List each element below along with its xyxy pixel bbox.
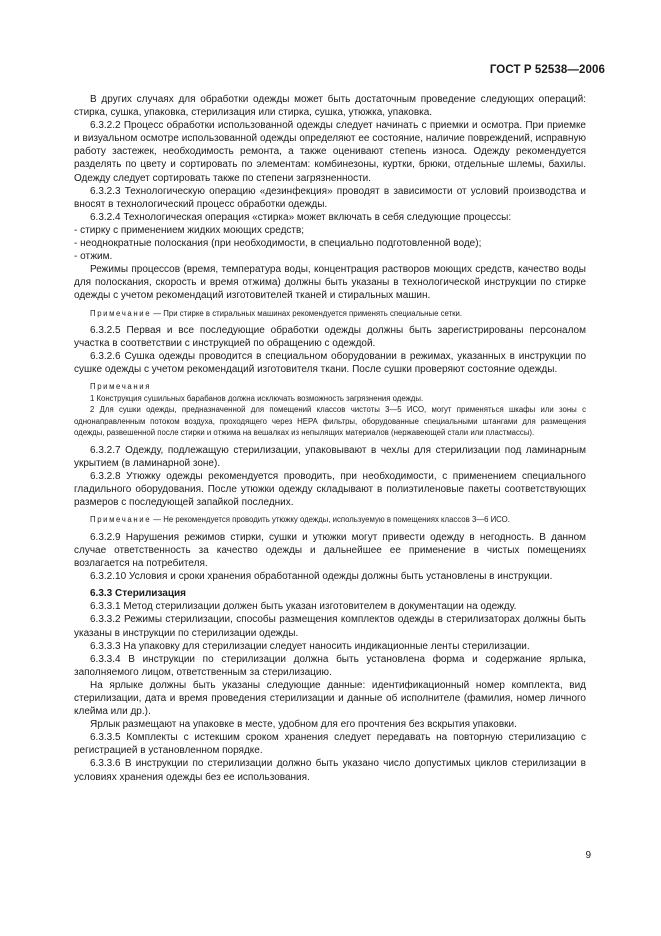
paragraph-6-3-3-6: 6.3.3.6 В инструкции по стерилизации должно быть указано число допустимых циклов стерилизации в условиях хранения одежды без ее использования. [74,758,586,783]
note-text: — При стирке в стиральных машинах рекомендуется применять специальные сетки. [151,308,463,318]
paragraph-6-3-2-10: 6.3.2.10 Условия и сроки хранения обработанной одежды должны быть установлены в инструкции. [90,571,553,583]
paragraph: На ярлыке должны быть указаны следующие данные: идентификационный номер комплекта, вид стерилизации, дата и время проведения стерилизации и данные об исполнителе (фамилия, номер личного клейма или др.). [74,679,586,718]
paragraph-6-3-3-5: 6.3.3.5 Комплекты с истекшим сроком хранения следует передавать на повторную стерилизацию с регистрацией в установленном порядке. [74,732,586,757]
note-item: 2 Для сушки одежды, предназначенной для помещений классов чистоты 3—5 ИСО, могут применяться шкафы или зоны с однонаправленным потоком воздуха, проходящего через НЕРА фильтры, оборудованные специальными штангами для размещения одежды, развешенной после стирки и отжима на вешалках из непылящих материалов (нержавеющей стали или пластмассы). [74,405,586,438]
note-label: Примечание [90,308,152,318]
list-item: - отжим. [74,251,113,263]
paragraph-6-3-3-4: 6.3.3.4 В инструкции по стерилизации должна быть установлена форма и содержание ярлыка, заполняемого лицом, ответственным за стерилизацию. [74,653,586,678]
paragraph-6-3-3-1: 6.3.3.1 Метод стерилизации должен быть указан изготовителем в документации на одежду. [90,601,517,613]
note-label: Примечание [90,515,152,525]
paragraph-6-3-2-3: 6.3.2.3 Технологическую операцию «дезинфекция» проводят в зависимости от условий производства и вносят в технологический процесс обработки одежды. [74,185,586,210]
paragraph-6-3-3-3: 6.3.3.3 На упаковку для стерилизации следует наносить индикационные ленты стерилизации. [90,640,530,652]
paragraph: Ярлык размещают на упаковке в месте, удобном для его прочтения без вскрытия упаковки. [90,719,517,731]
paragraph-6-3-2-2: 6.3.2.2 Процесс обработки использованной одежды следует начинать с приемки и осмотра. При приемке и визуальном осмотре использованной одежды определяют ее состояние, наличие повреждений, исправную работу застежек, необходимость ремонта, а также оценивают степень износа. Одежду рекомендуется разделять по цвету и сортировать по элементам: комбинезоны, куртки, брюки, отдельные шлемы, бахилы. Одежду следует сортировать также по степени загрязненности. [74,120,586,184]
paragraph-6-3-3-2: 6.3.3.2 Режимы стерилизации, способы размещения комплектов одежды в стерилизаторах должны быть указаны в инструкции по стерилизации одежды. [74,614,586,639]
section-heading: 6.3.3 Стерилизация [90,588,186,600]
list-item: - стирку с применением жидких моющих средств; [74,224,305,236]
paragraph-6-3-2-8: 6.3.2.8 Утюжку одежды рекомендуется проводить, при необходимости, с применением специального гладильного оборудования. После утюжки одежду складывают в полиэтиленовые пакеты соответствующих размеров с последующей запайкой последних. [74,471,586,509]
document-body [74,93,586,784]
paragraph: Режимы процессов (время, температура воды, концентрация растворов моющих средств, качество воды для полоскания, скорость и время отжима) должны быть указаны в технологической инструкции по стирке одежды с учетом рекомендаций изготовителей тканей и стиральных машин. [74,264,586,302]
list-item: - неоднократные полоскания (при необходимости, в специально подготовленной воде); [74,238,482,250]
paragraph-6-3-2-7: 6.3.2.7 Одежду, подлежащую стерилизации, упаковывают в чехлы для стерилизации под ламинарным укрытием (в ламинарной зоне). [74,444,586,469]
note-text: — Не рекомендуется проводить утюжку одежды, используемую в помещениях классов 3—6 ИСО. [151,515,510,525]
note [74,308,586,320]
document-header: ГОСТ Р 52538—2006 [489,64,605,76]
paragraph-6-3-2-6: 6.3.2.6 Сушка одежды проводится в специальном оборудовании в режимах, указанных в инструкции по сушке одежды с учетом рекомендаций изготовителя ткани. После сушки проверяют состояние одежды. [74,351,586,376]
notes-label: Примечания [90,382,152,392]
paragraph: В других случаях для обработки одежды может быть достаточным проведение следующих операций: стирка, сушка, упаковка, стерилизация или стирка, сушка, утюжка, упаковка. [74,94,586,119]
paragraph-6-3-2-4: 6.3.2.4 Технологическая операция «стирка» может включать в себя следующие процессы: [90,211,512,223]
paragraph-6-3-2-5: 6.3.2.5 Первая и все последующие обработки одежды должны быть зарегистрированы персоналом участка в соответствии с инструкцией по обращению с одеждой. [74,325,586,350]
paragraph-6-3-2-9: 6.3.2.9 Нарушения режимов стирки, сушки и утюжки могут привести одежду в негодность. В данном случае ответственность за качество одежды и дальнейшее ее применение в чистых помещениях возлагается на потребителя. [74,531,586,570]
note [74,514,586,526]
note-item: 1 Конструкция сушильных барабанов должна исключать возможность загрязнения одежды. [90,393,424,403]
page-number: 9 [585,850,591,861]
